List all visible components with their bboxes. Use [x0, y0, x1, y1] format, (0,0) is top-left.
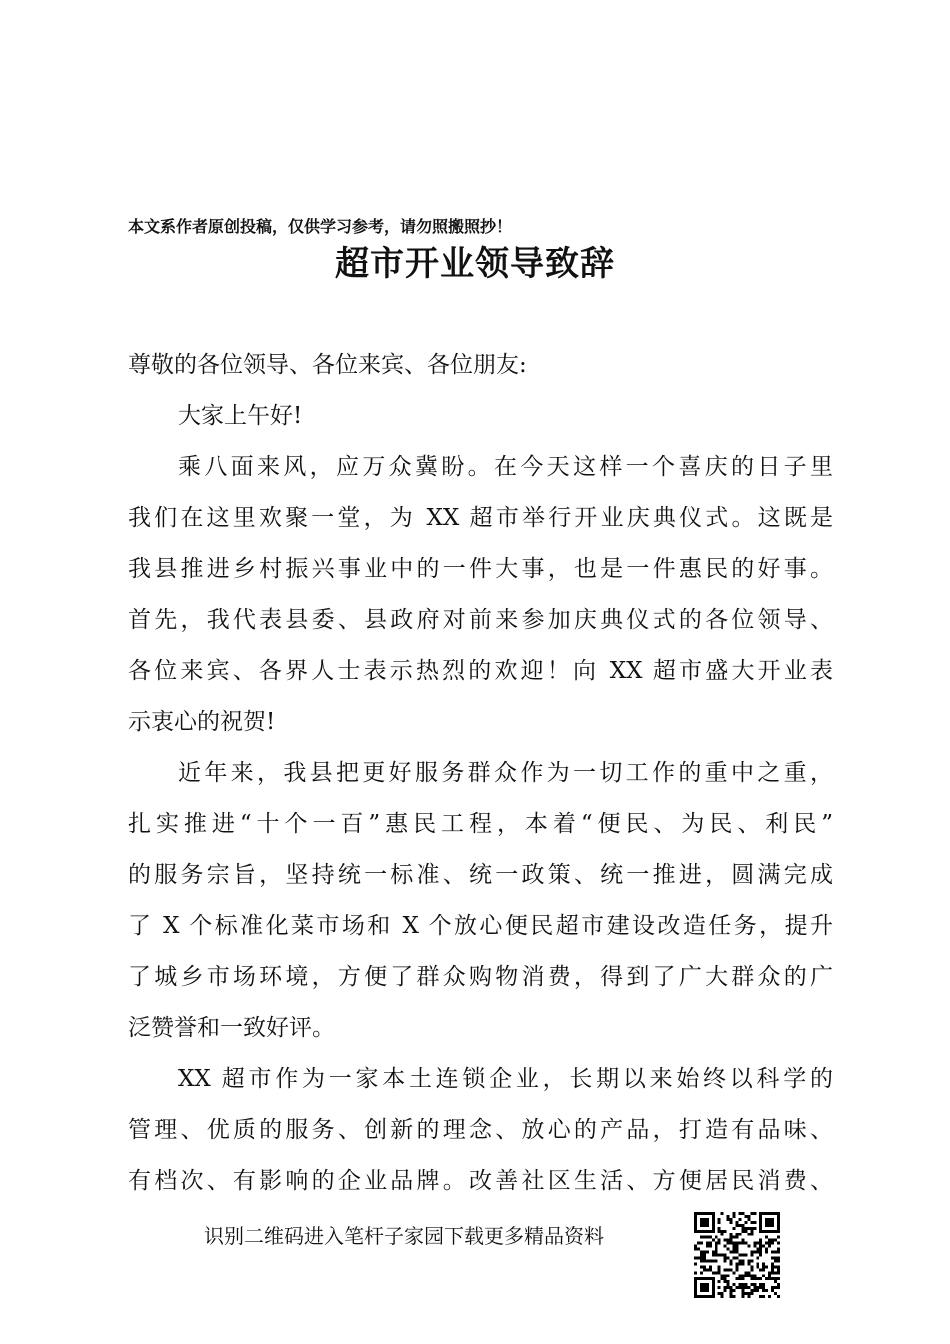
body-line: 大家上午好!	[178, 403, 303, 429]
body-line: 各位来宾、各界人士表示热烈的欢迎！向 XX 超市盛大开业表	[128, 658, 833, 684]
body-line: 的服务宗旨，坚持统一标准、统一政策、统一推进，圆满完成	[128, 862, 833, 888]
speech-body	[128, 340, 833, 1207]
copyright-notice: 本文系作者原创投稿，仅供学习参考，请勿照搬照抄！	[128, 217, 513, 236]
body-line: XX 超市作为一家本土连锁企业，长期以来始终以科学的	[178, 1066, 833, 1092]
qr-code-icon[interactable]	[694, 1212, 780, 1298]
body-line: 了城乡市场环境，方便了群众购物消费，得到了广大群众的广	[128, 964, 833, 990]
body-line: 首先，我代表县委、县政府对前来参加庆典仪式的各位领导、	[128, 607, 833, 633]
footer-promo-text: 识别二维码进入笔杆子家园下载更多精品资料	[204, 1224, 604, 1248]
body-line: 了 X 个标准化菜市场和 X 个放心便民超市建设改造任务，提升	[128, 913, 833, 939]
body-line: 我们在这里欢聚一堂，为 XX 超市举行开业庆典仪式。这既是	[128, 505, 833, 531]
body-line: 我县推进乡村振兴事业中的一件大事，也是一件惠民的好事。	[128, 556, 833, 582]
document-title: 超市开业领导致辞	[335, 244, 615, 284]
body-line: 扎实推进“十个一百”惠民工程，本着“便民、为民、利民”	[128, 811, 833, 837]
body-line: 泛赞誉和一致好评。	[128, 1015, 335, 1041]
body-line: 管理、优质的服务、创新的理念、放心的产品，打造有品味、	[128, 1117, 833, 1143]
body-line: 示衷心的祝贺!	[128, 709, 276, 735]
body-line: 乘八面来风，应万众冀盼。在今天这样一个喜庆的日子里	[178, 454, 833, 480]
body-line: 近年来，我县把更好服务群众作为一切工作的重中之重，	[178, 760, 833, 786]
body-line: 有档次、有影响的企业品牌。改善社区生活、方便居民消费、	[128, 1168, 833, 1194]
body-line: 尊敬的各位领导、各位来宾、各位朋友:	[128, 352, 527, 378]
